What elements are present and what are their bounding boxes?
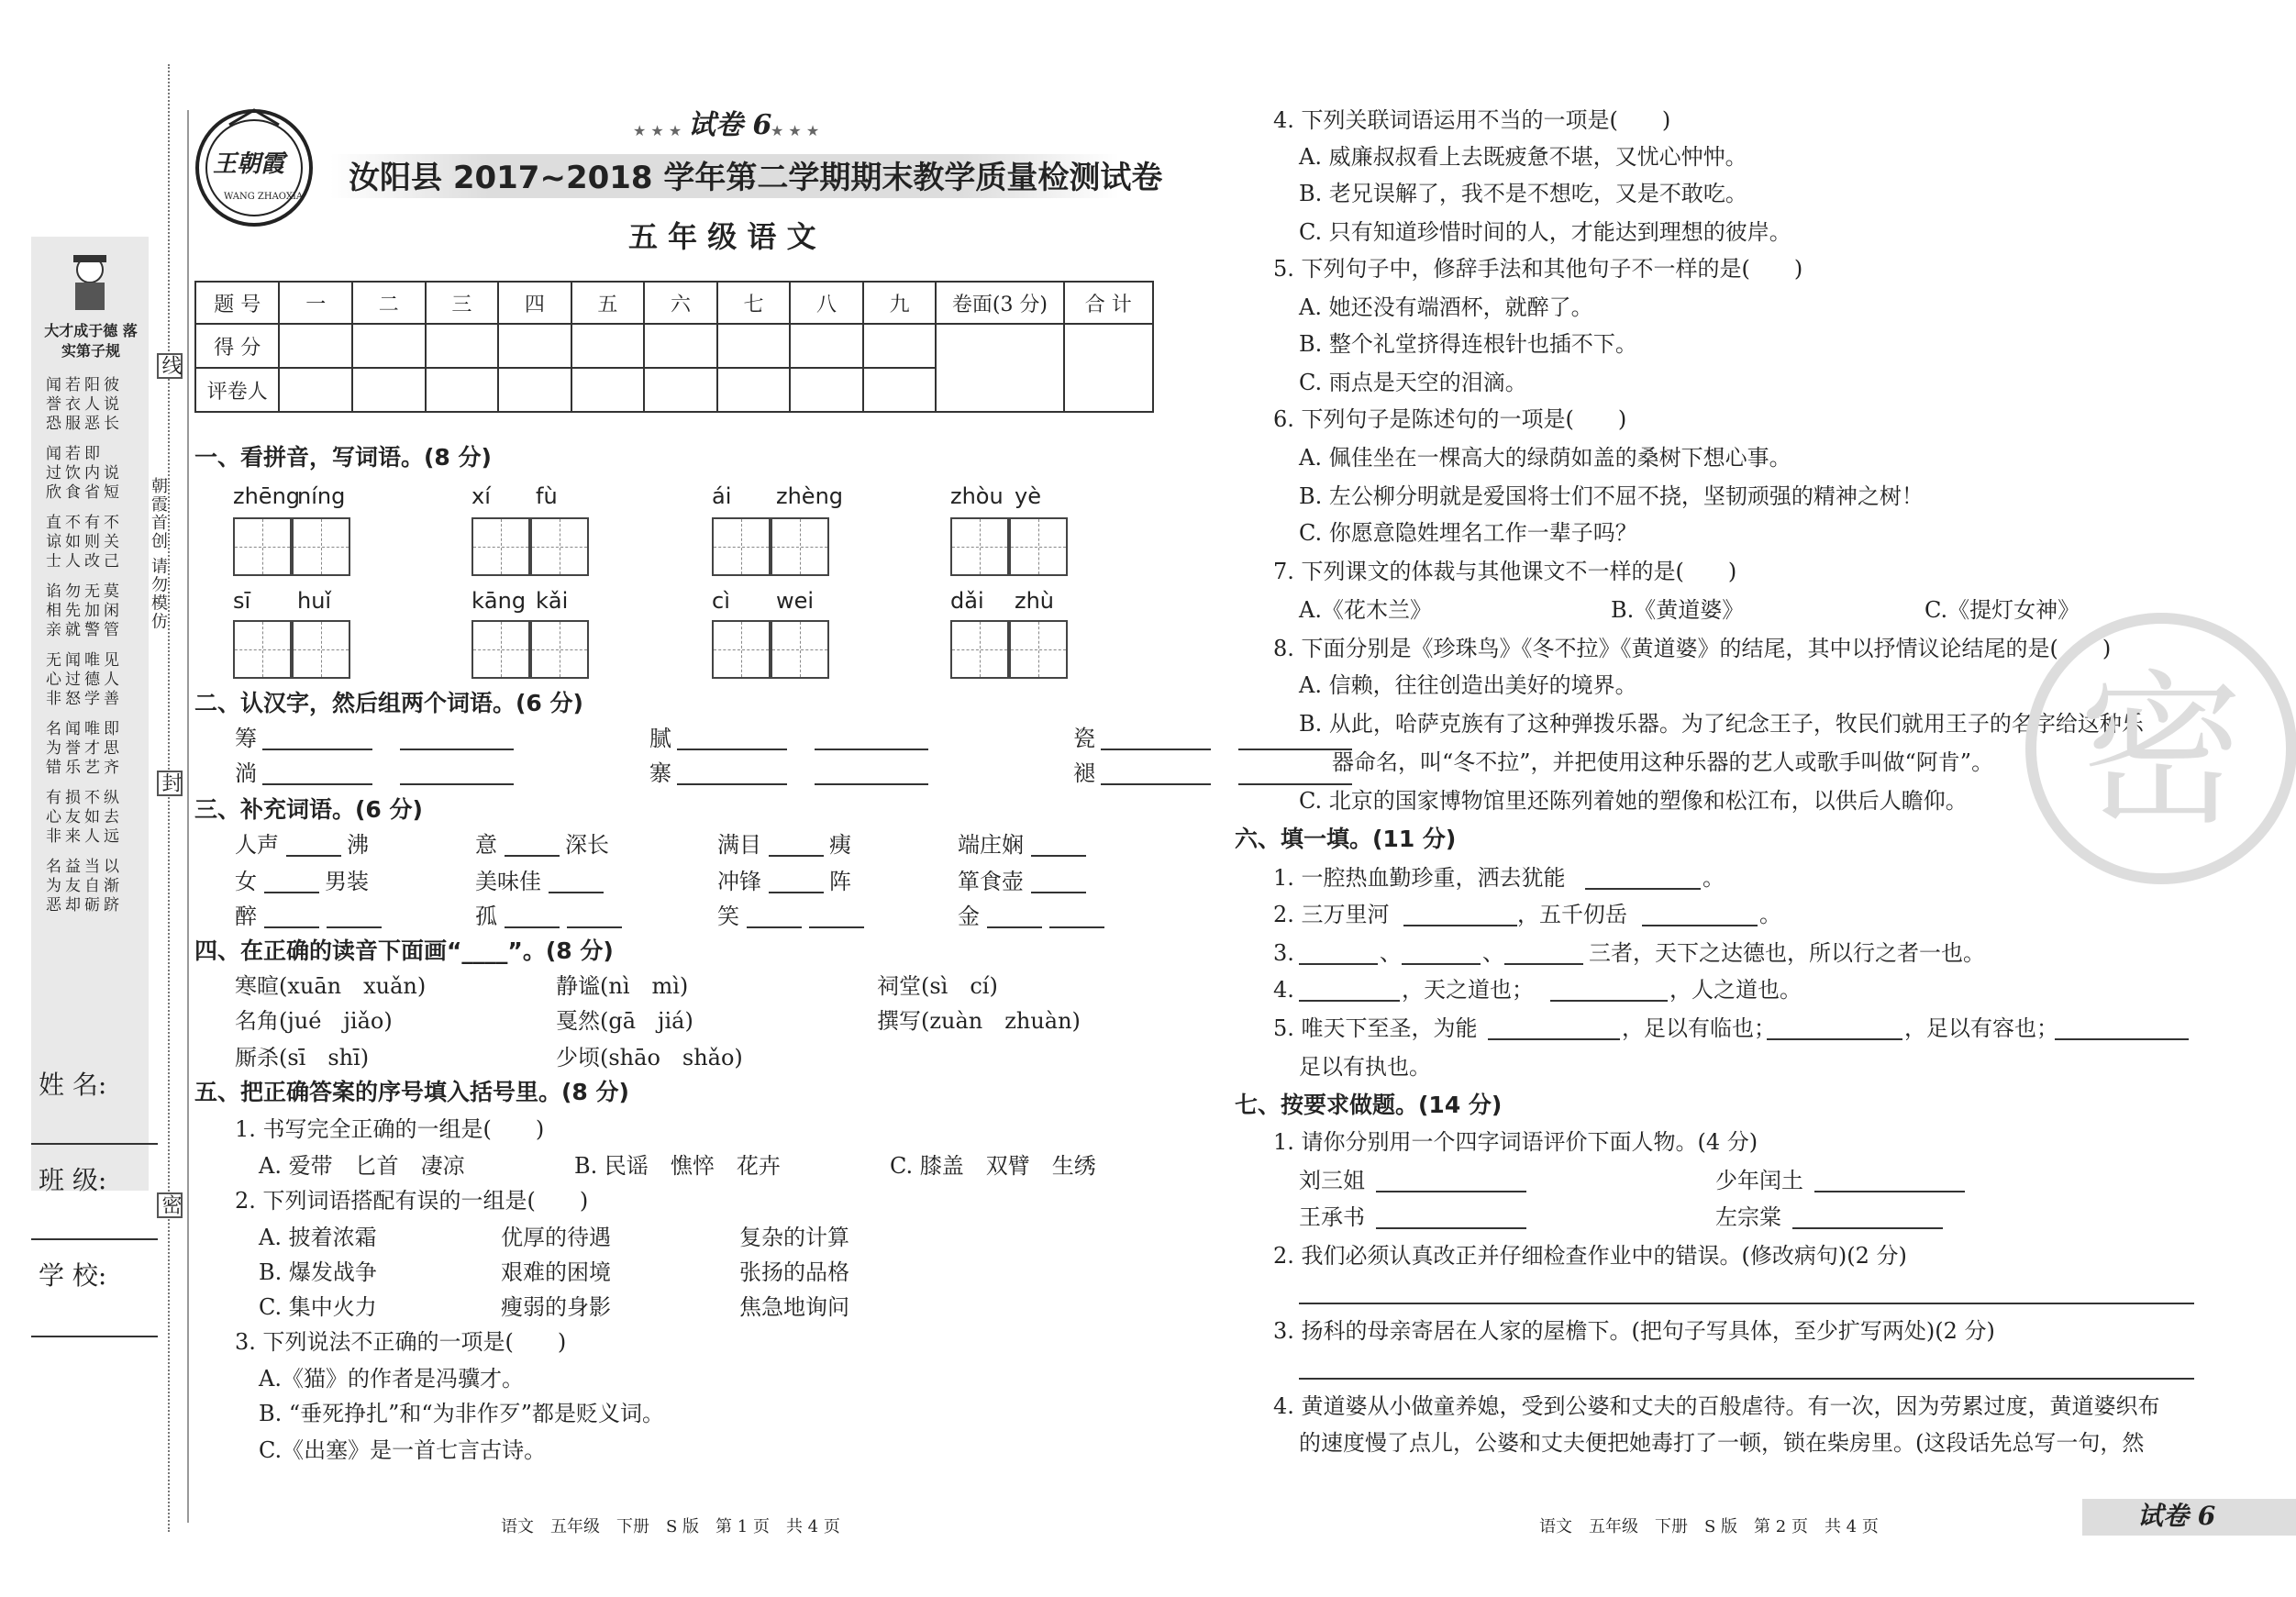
fill-blank[interactable] bbox=[1299, 1000, 1400, 1002]
side-rule: 士人改己 bbox=[46, 552, 123, 571]
idiom-suffix: 沸 bbox=[347, 832, 369, 858]
stars-left: ★ ★ ★ bbox=[633, 122, 682, 139]
side-rule: 闻若即 bbox=[46, 445, 104, 463]
idiom-prefix: 女 bbox=[235, 869, 257, 894]
answer-blank[interactable] bbox=[677, 783, 787, 785]
answer-line[interactable] bbox=[1299, 1378, 2194, 1380]
side-rule: 过饮内说 bbox=[46, 464, 123, 482]
option: C. 只有知道珍惜时间的人，才能达到理想的彼岸。 bbox=[1299, 219, 1791, 245]
char-label: 淌 bbox=[235, 760, 257, 786]
fill-blank[interactable] bbox=[1642, 925, 1758, 926]
pinyin-b: yè bbox=[1015, 483, 1041, 509]
idiom-prefix: 美味佳 bbox=[475, 869, 541, 894]
writing-cell[interactable] bbox=[471, 620, 530, 679]
writing-cell[interactable] bbox=[471, 517, 530, 576]
side-rule: 恶却砺跻 bbox=[46, 896, 123, 915]
answer-blank[interactable] bbox=[400, 749, 514, 750]
class-field[interactable] bbox=[31, 1238, 158, 1240]
char-label: 腻 bbox=[649, 726, 671, 751]
section-1-title: 一、看拼音，写词语。(8 分) bbox=[194, 444, 492, 471]
writing-cell[interactable] bbox=[1009, 517, 1068, 576]
idiom-suffix: 男装 bbox=[325, 869, 369, 894]
fill-blank[interactable] bbox=[1402, 963, 1481, 965]
fill-item: 3. bbox=[1273, 940, 1294, 966]
answer-blank[interactable] bbox=[1031, 855, 1086, 857]
option: A. 信赖，往往创造出美好的境界。 bbox=[1299, 672, 1637, 698]
answer-blank[interactable] bbox=[1101, 749, 1211, 750]
pinyin-b: fù bbox=[536, 483, 558, 509]
option: C.《出塞》是一首七言古诗。 bbox=[259, 1437, 547, 1463]
side-rule: 无闻唯见 bbox=[46, 651, 123, 670]
class-label: 班 级: bbox=[39, 1165, 107, 1195]
side-rule: 名益当以 bbox=[46, 858, 123, 876]
side-warning: 朝霞首创 请勿模仿 bbox=[149, 477, 168, 631]
section-4-title: 四、在正确的读音下面画“____”。(8 分) bbox=[194, 937, 614, 964]
reading-item[interactable]: 少顷(shāo shǎo) bbox=[556, 1045, 743, 1070]
answer-blank[interactable] bbox=[1101, 783, 1211, 785]
section-3-title: 三、补充词语。(6 分) bbox=[194, 796, 423, 823]
question-7-1: 1. 请你分别用一个四字词语评价下面人物。(4 分) bbox=[1273, 1129, 1758, 1155]
fill-item: 5. 唯天下至圣，为能 bbox=[1273, 1015, 1478, 1041]
logo-text: 王朝霞 bbox=[213, 150, 285, 178]
side-rule: 有损不纵 bbox=[46, 789, 123, 807]
question-7-2: 2. 我们必须认真改正并仔细检查作业中的错误。(修改病句)(2 分) bbox=[1273, 1243, 1907, 1269]
score-row-label: 得 分 bbox=[195, 324, 279, 368]
char-label: 褪 bbox=[1073, 760, 1095, 786]
answer-blank[interactable] bbox=[1792, 1227, 1943, 1229]
idiom-suffix: 阵 bbox=[829, 869, 851, 894]
option: C. 你愿意隐姓埋名工作一辈子吗？ bbox=[1299, 520, 1637, 546]
answer-blank[interactable] bbox=[1031, 892, 1086, 893]
fill-blank[interactable] bbox=[1299, 963, 1378, 965]
answer-blank[interactable] bbox=[1814, 1191, 1965, 1192]
reading-item[interactable]: 静谧(nì mì) bbox=[556, 973, 689, 999]
section-6-title: 六、填一填。(11 分) bbox=[1235, 826, 1457, 852]
fill-item: ，足以有容也； bbox=[1904, 1015, 2058, 1041]
pinyin-a: ái bbox=[712, 483, 732, 509]
pinyin-b: wei bbox=[776, 588, 815, 614]
option: B. 民谣 憔悴 花卉 bbox=[574, 1153, 781, 1179]
writing-cell[interactable] bbox=[292, 517, 350, 576]
watermark-char: 密 bbox=[2079, 656, 2245, 848]
person-label: 王承书 bbox=[1299, 1204, 1365, 1230]
option: B. 从此，哈萨克族有了这种弹拨乐器。为了纪念王子，牧民们就用王子的名字给这种乐 bbox=[1299, 711, 2144, 737]
side-rule: 欣食省短 bbox=[46, 483, 123, 502]
pinyin-b: huǐ bbox=[297, 588, 332, 614]
idiom-prefix: 人声 bbox=[235, 832, 279, 858]
reading-item[interactable]: 厮杀(sī shī) bbox=[235, 1045, 370, 1070]
idiom-suffix: 痍 bbox=[829, 832, 851, 858]
writing-cell[interactable] bbox=[530, 620, 589, 679]
question-5-7: 7. 下列课文的体裁与其他课文不一样的是( ) bbox=[1273, 559, 1737, 584]
answer-blank[interactable] bbox=[987, 926, 1042, 928]
option: B.《黄道婆》 bbox=[1611, 597, 1745, 623]
writing-cell[interactable] bbox=[233, 517, 292, 576]
reading-item[interactable]: 戛然(gā jiá) bbox=[556, 1008, 693, 1034]
pinyin-b: kǎi bbox=[536, 588, 569, 614]
option: A. 爱带 匕首 凄凉 bbox=[259, 1153, 465, 1179]
option: 艰难的困境 bbox=[501, 1259, 611, 1285]
writing-cell[interactable] bbox=[1009, 620, 1068, 679]
fill-item: ，五千仞岳 bbox=[1517, 902, 1627, 927]
stars-right: ★ ★ ★ bbox=[771, 122, 820, 139]
answer-blank[interactable] bbox=[262, 749, 372, 750]
reading-item[interactable]: 名角(jué jiǎo) bbox=[235, 1008, 393, 1034]
char-label: 寨 bbox=[649, 760, 671, 786]
side-rule: 恐服恶长 bbox=[46, 415, 123, 433]
answer-blank[interactable] bbox=[400, 783, 514, 785]
answer-blank[interactable] bbox=[815, 783, 928, 785]
option: 张扬的品格 bbox=[739, 1259, 849, 1285]
side-rule: 错乐艺齐 bbox=[46, 759, 123, 777]
option: A. 披着浓霜 bbox=[259, 1225, 377, 1250]
option: A.《猫》的作者是冯骥才。 bbox=[259, 1366, 524, 1392]
answer-blank[interactable] bbox=[264, 926, 319, 928]
cartoon-figure bbox=[57, 248, 123, 314]
char-label: 瓷 bbox=[1073, 726, 1095, 751]
idiom-prefix: 笑 bbox=[717, 904, 739, 929]
answer-blank[interactable] bbox=[264, 892, 319, 893]
answer-blank[interactable] bbox=[505, 926, 560, 928]
option: 复杂的计算 bbox=[739, 1225, 849, 1250]
score-row-label: 评卷人 bbox=[195, 368, 279, 412]
option: B. 老兄误解了，我不是不想吃，又是不敢吃。 bbox=[1299, 181, 1747, 206]
answer-blank[interactable] bbox=[1376, 1191, 1526, 1192]
idiom-suffix: 深长 bbox=[565, 832, 609, 858]
option: A. 威廉叔叔看上去既疲惫不堪，又忧心忡忡。 bbox=[1299, 144, 1747, 170]
section-5-title: 五、把正确答案的序号填入括号里。(8 分) bbox=[194, 1079, 629, 1105]
question-5-3: 3. 下列说法不正确的一项是( ) bbox=[235, 1329, 567, 1355]
writing-cell[interactable] bbox=[950, 620, 1009, 679]
pinyin-b: zhèng bbox=[776, 483, 844, 509]
question-5-4: 4. 下列关联词语运用不当的一项是( ) bbox=[1273, 107, 1671, 133]
fill-punct: 。 bbox=[1759, 902, 1781, 927]
side-rule: 为誉才思 bbox=[46, 739, 123, 758]
answer-blank[interactable] bbox=[567, 926, 622, 928]
option: B. 整个礼堂挤得连根针也插不下。 bbox=[1299, 331, 1637, 357]
fill-item: 足以有执也。 bbox=[1299, 1054, 1431, 1080]
option: C. 雨点是天空的泪滴。 bbox=[1299, 370, 1527, 395]
pinyin-a: xí bbox=[471, 483, 491, 509]
writing-cell[interactable] bbox=[712, 517, 771, 576]
side-rule: 誉衣人说 bbox=[46, 395, 123, 414]
score-row-label: 题 号 bbox=[195, 282, 279, 324]
score-table: 题 号 一 二 三 四 五 六 七 八 九 卷面(3 分) 合 计 得 分 评卷人 bbox=[194, 281, 1154, 413]
answer-blank[interactable] bbox=[286, 855, 341, 857]
idiom-prefix: 孤 bbox=[475, 904, 497, 929]
fill-item: 三者，天下之达德也，所以行之者一也。 bbox=[1589, 940, 1985, 966]
fill-blank[interactable] bbox=[1550, 1000, 1668, 1002]
option: 优厚的待遇 bbox=[501, 1225, 611, 1250]
name-label: 姓 名: bbox=[39, 1070, 107, 1100]
writing-cell[interactable] bbox=[233, 620, 292, 679]
option: C. 集中火力 bbox=[259, 1294, 377, 1320]
answer-blank[interactable] bbox=[769, 855, 824, 857]
pinyin-a: zhēng bbox=[233, 483, 301, 509]
option: C.《提灯女神》 bbox=[1924, 597, 2080, 623]
side-rules bbox=[46, 376, 138, 926]
option: C. 北京的国家博物馆里还陈列着她的塑像和松江布，以供后人瞻仰。 bbox=[1299, 788, 1968, 814]
reading-item[interactable]: 寒暄(xuān xuǎn) bbox=[235, 973, 427, 999]
answer-blank[interactable] bbox=[747, 926, 802, 928]
section-7-title: 七、按要求做题。(14 分) bbox=[1235, 1092, 1503, 1118]
writing-cell[interactable] bbox=[950, 517, 1009, 576]
fill-blank[interactable] bbox=[1403, 925, 1517, 926]
question-5-2: 2. 下列词语搭配有误的一组是( ) bbox=[235, 1188, 589, 1214]
side-rule: 谄勿无莫 bbox=[46, 582, 123, 601]
side-rule: 心友如去 bbox=[46, 808, 123, 826]
writing-cell[interactable] bbox=[771, 517, 829, 576]
question-5-5: 5. 下列句子中，修辞手法和其他句子不一样的是( ) bbox=[1273, 256, 1803, 282]
answer-line[interactable] bbox=[1299, 1303, 2194, 1304]
left-page-border bbox=[187, 110, 189, 1523]
footer-exam-tag: 试卷 6 bbox=[2137, 1501, 2216, 1531]
idiom-prefix: 端庄娴 bbox=[958, 832, 1024, 858]
answer-blank[interactable] bbox=[1376, 1227, 1526, 1229]
answer-blank[interactable] bbox=[1238, 749, 1352, 750]
question-5-6: 6. 下列句子是陈述句的一项是( ) bbox=[1273, 406, 1627, 432]
side-rule: 直不有不 bbox=[46, 514, 123, 532]
pinyin-b: níng bbox=[297, 483, 346, 509]
answer-blank[interactable] bbox=[769, 892, 824, 893]
fill-blank[interactable] bbox=[1767, 1038, 1902, 1040]
pinyin-a: sī bbox=[233, 588, 251, 614]
side-rule: 为友自渐 bbox=[46, 877, 123, 895]
answer-blank[interactable] bbox=[505, 855, 560, 857]
option: B. 左公柳分明就是爱国将士们不屈不挠，坚韧顽强的精神之树！ bbox=[1299, 483, 1924, 509]
pinyin-a: kāng bbox=[471, 588, 527, 614]
fill-item: 2. 三万里河 bbox=[1273, 902, 1390, 927]
side-rule: 谅如则关 bbox=[46, 533, 123, 551]
question-7-4-cont: 的速度慢了点儿，公婆和丈夫便把她毒打了一顿，锁在柴房里。(这段话先总写一句，然 bbox=[1299, 1430, 2145, 1456]
fill-item: 、 bbox=[1482, 940, 1504, 966]
seal-char-mi: 密 bbox=[159, 1194, 182, 1216]
option: 瘦弱的身影 bbox=[501, 1294, 611, 1320]
pinyin-a: cì bbox=[712, 588, 730, 614]
option: C. 膝盖 双臂 生绣 bbox=[890, 1153, 1096, 1179]
fill-blank[interactable] bbox=[1488, 1038, 1620, 1040]
question-5-1: 1. 书写完全正确的一组是( ) bbox=[235, 1116, 545, 1142]
idiom-prefix: 醉 bbox=[235, 904, 257, 929]
side-rule: 闻若阳彼 bbox=[46, 376, 123, 394]
pinyin-a: dǎi bbox=[950, 588, 984, 614]
fill-blank[interactable] bbox=[1585, 888, 1701, 890]
side-rule: 亲就警管 bbox=[46, 621, 123, 639]
writing-cell[interactable] bbox=[712, 620, 771, 679]
option: 器命名，叫“冬不拉”，并把使用这种乐器的艺人或歌手叫做“阿肯”。 bbox=[1332, 749, 1994, 775]
binding-dash-line bbox=[168, 64, 170, 1532]
section-2-title: 二、认汉字，然后组两个词语。(6 分) bbox=[194, 690, 583, 716]
answer-blank[interactable] bbox=[1238, 783, 1352, 785]
side-rule: 心过德人 bbox=[46, 671, 123, 689]
question-5-8: 8. 下面分别是《珍珠鸟》《冬不拉》《黄道婆》的结尾，其中以抒情议论结尾的是( ) bbox=[1273, 636, 2112, 661]
seal-char-line: 线 bbox=[159, 355, 182, 377]
side-rule: 非来人远 bbox=[46, 827, 123, 846]
logo-sub: WANG ZHAOXIA bbox=[224, 192, 304, 202]
option: A.《花木兰》 bbox=[1299, 597, 1432, 623]
subject-title: 五 年 级 语 文 bbox=[628, 219, 816, 254]
idiom-prefix: 箪食壶 bbox=[958, 869, 1024, 894]
fill-item: ，人之道也。 bbox=[1669, 977, 1802, 1003]
person-label: 少年闰土 bbox=[1715, 1168, 1803, 1193]
question-7-4: 4. 黄道婆从小做童养媳，受到公婆和丈夫的百般虐待。有一次，因为劳累过度，黄道婆织布 bbox=[1273, 1393, 2160, 1419]
idiom-prefix: 满目 bbox=[717, 832, 761, 858]
name-field[interactable] bbox=[31, 1143, 158, 1145]
writing-cell[interactable] bbox=[771, 620, 829, 679]
pinyin-a: zhòu bbox=[950, 483, 1004, 509]
reading-item[interactable]: 祠堂(sì cí) bbox=[877, 973, 998, 999]
fill-punct: 。 bbox=[1703, 865, 1725, 891]
idiom-prefix: 冲锋 bbox=[717, 869, 761, 894]
answer-blank[interactable] bbox=[677, 749, 787, 750]
idiom-prefix: 金 bbox=[958, 904, 980, 929]
fill-blank[interactable] bbox=[1504, 963, 1583, 965]
person-label: 左宗棠 bbox=[1715, 1204, 1781, 1230]
fill-item: 4. bbox=[1273, 977, 1294, 1003]
option: B. 爆发战争 bbox=[259, 1259, 377, 1285]
footer-left: 语文 五年级 下册 S 版 第 1 页 共 4 页 bbox=[501, 1517, 840, 1536]
option: A. 佩佳坐在一棵高大的绿荫如盖的桑树下想心事。 bbox=[1299, 445, 1791, 471]
side-rule: 名闻唯即 bbox=[46, 720, 123, 738]
idiom-prefix: 意 bbox=[475, 832, 497, 858]
answer-blank[interactable] bbox=[262, 783, 372, 785]
answer-blank[interactable] bbox=[809, 926, 864, 928]
fill-item: 1. 一腔热血勤珍重，洒去犹能 bbox=[1273, 865, 1566, 891]
reading-item[interactable]: 撰写(zuàn zhuàn) bbox=[877, 1008, 1081, 1034]
fill-blank[interactable] bbox=[2055, 1038, 2189, 1040]
writing-cell[interactable] bbox=[530, 517, 589, 576]
fill-item: ，天之道也； bbox=[1402, 977, 1534, 1003]
side-rule: 非怒学善 bbox=[46, 690, 123, 708]
option: A. 她还没有端酒杯，就醉了。 bbox=[1299, 294, 1593, 320]
answer-blank[interactable] bbox=[549, 892, 604, 893]
pinyin-b: zhù bbox=[1015, 588, 1055, 614]
option: B. “垂死挣扎”和“为非作歹”都是贬义词。 bbox=[259, 1401, 664, 1426]
school-field[interactable] bbox=[31, 1336, 158, 1337]
exam-number: 试卷 6 bbox=[688, 109, 772, 141]
school-label: 学 校: bbox=[39, 1260, 107, 1291]
char-label: 筹 bbox=[235, 726, 257, 751]
answer-blank[interactable] bbox=[1049, 926, 1104, 928]
footer-right: 语文 五年级 下册 S 版 第 2 页 共 4 页 bbox=[1539, 1517, 1879, 1536]
side-motto: 大才成于德 落实第子规 bbox=[44, 322, 138, 360]
exam-title: 汝阳县 2017~2018 学年第二学期期末教学质量检测试卷 bbox=[349, 160, 1163, 196]
side-rule: 相先加闲 bbox=[46, 602, 123, 620]
fill-item: 、 bbox=[1380, 940, 1402, 966]
fill-item: ，足以有临也； bbox=[1622, 1015, 1776, 1041]
option: 焦急地询问 bbox=[739, 1294, 849, 1320]
seal-char-feng: 封 bbox=[159, 772, 182, 794]
question-7-3: 3. 扬科的母亲寄居在人家的屋檐下。(把句子写具体，至少扩写两处)(2 分) bbox=[1273, 1318, 1995, 1344]
person-label: 刘三姐 bbox=[1299, 1168, 1365, 1193]
answer-blank[interactable] bbox=[327, 926, 382, 928]
writing-cell[interactable] bbox=[292, 620, 350, 679]
answer-blank[interactable] bbox=[815, 749, 928, 750]
